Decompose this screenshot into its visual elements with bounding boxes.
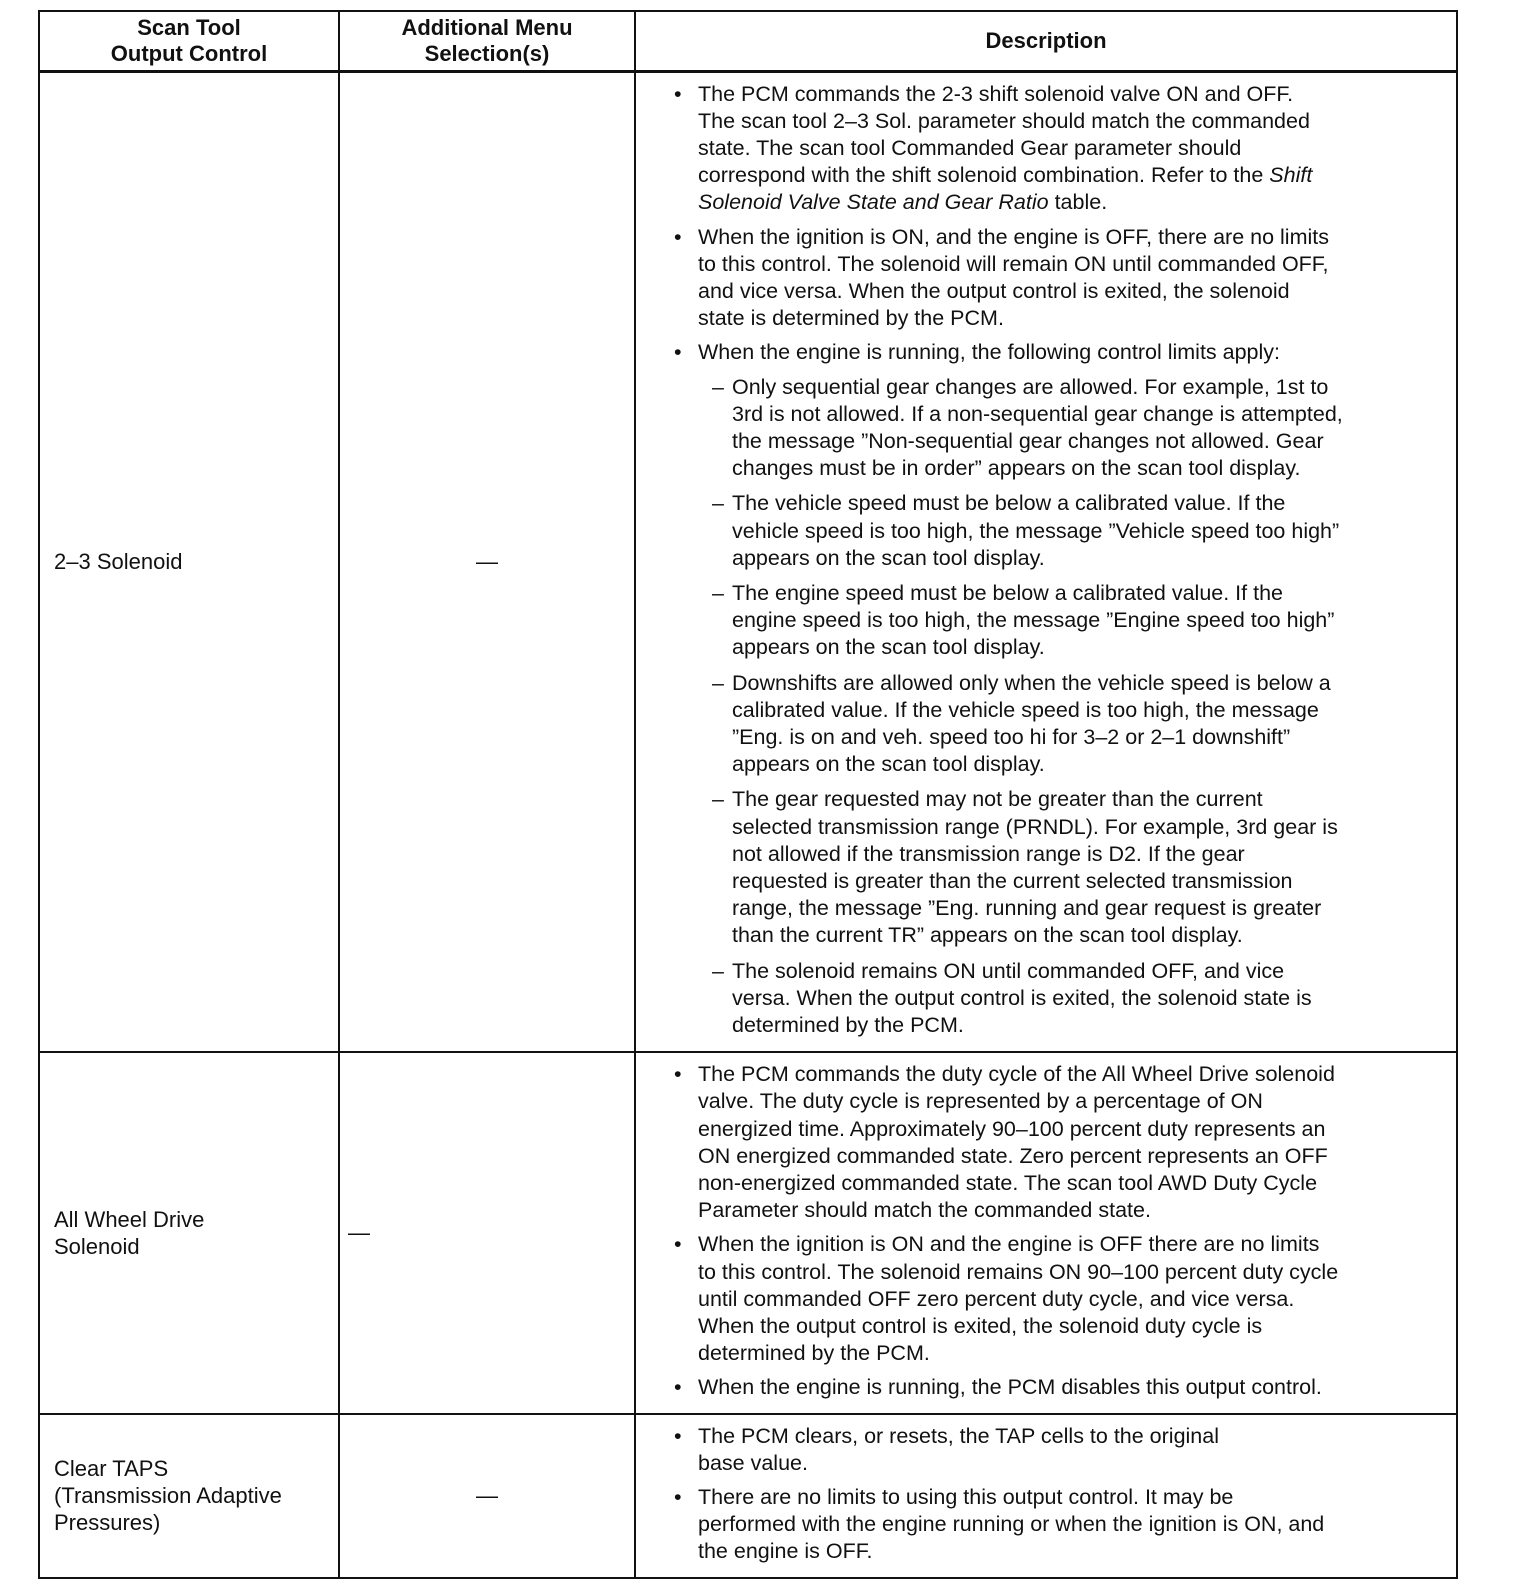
menu-selection-clear-taps: — — [339, 1414, 635, 1578]
menu-selection-2-3-solenoid: — — [339, 71, 635, 1052]
table-row-clear-taps — [39, 1414, 1457, 1578]
sub-item: – The gear requested may not be greater than the current selected transmission range (PRNDL). For example, 3rd gear is not allowed if the transmission range is D2. If the gear requested is greater than the current selected transmission range, the message ”Eng. running and gear request is greater than the current TR” appears on the scan tool display. — [732, 786, 1448, 949]
control-name-clear-taps: Clear TAPS (Transmission Adaptive Pressures) — [39, 1414, 339, 1578]
table-row-2-3-solenoid — [39, 71, 1457, 1052]
sub-item: – The vehicle speed must be below a calibrated value. If the vehicle speed is too high, the message ”Vehicle speed too high” appears on the scan tool display. — [732, 490, 1448, 572]
output-control-table — [38, 10, 1458, 1579]
bullet-item: • When the ignition is ON, and the engine is OFF, there are no limits to this control. The solenoid will remain ON until commanded OFF, and vice versa. When the output control is exited, the solenoid state is determined by the PCM. — [698, 224, 1448, 333]
header-scan-tool-output-control: Scan Tool Output Control — [39, 11, 339, 71]
description-clear-taps — [635, 1414, 1457, 1578]
control-name-all-wheel-drive-solenoid: All Wheel Drive Solenoid — [39, 1052, 339, 1413]
bullet-item: • The PCM commands the duty cycle of the All Wheel Drive solenoid valve. The duty cycle is represented by a percentage of ON energized time. Approximately 90–100 percent duty represents an ON energized commanded state. Zero percent represents an OFF non-energized commanded state. The scan tool AWD Duty Cycle Parameter should match the commanded state. — [698, 1061, 1448, 1224]
bullet-item: • When the engine is running, the PCM disables this output control. — [698, 1374, 1448, 1401]
sub-item: – Only sequential gear changes are allowed. For example, 1st to 3rd is not allowed. If a non-sequential gear change is attempted, the message ”Non-sequential gear changes not allowed. Gear changes must be in order” appears on the scan tool display. — [732, 374, 1448, 483]
bullet-item: • The PCM clears, or resets, the TAP cells to the original base value. — [698, 1423, 1448, 1477]
description-all-wheel-drive-solenoid — [635, 1052, 1457, 1413]
control-name-2-3-solenoid: 2–3 Solenoid — [39, 71, 339, 1052]
bullet-item: • When the ignition is ON and the engine is OFF there are no limits to this control. The solenoid remains ON 90–100 percent duty cycle until commanded OFF zero percent duty cycle, and vice versa. When the output control is exited, the solenoid duty cycle is determined by the PCM. — [698, 1231, 1448, 1367]
bullet-item: • There are no limits to using this output control. It may be performed with the engine running or when the ignition is ON, and the engine is OFF. — [698, 1484, 1448, 1566]
table-reference-italic: Solenoid Valve State and Gear Ratio — [698, 190, 1049, 215]
table-reference-italic: Shift — [1269, 163, 1313, 188]
sub-item: – The solenoid remains ON until commanded OFF, and vice versa. When the output control is exited, the solenoid state is determined by the PCM. — [732, 958, 1448, 1040]
bullet-item: • When the engine is running, the following control limits apply: – Only sequential gear changes are allowed. For example, 1st to 3rd is not allowed. If a non-sequential gear change is attempted, the message ”Non-sequential gear changes not allowed. Gear changes must be in order” appears on the scan tool display. – The vehicle speed must be below a calibrated value. If the vehicle speed is too high, the message ”Vehicle speed too high” appears on the scan tool display. – The engine speed must be below a calibrated value. If the engine speed is too high, the message ”Engine speed too high” appears on the scan tool display. – Downshifts are allowed only when the vehicle speed is below a calibrated value. If the vehicle speed is too high, the message ”Eng. is on and veh. speed too hi for 3–2 or 2–1 downshift” appears on the scan tool display. – The gear requested may not be greater than the current selected transmission range (PRNDL). For example, 3rd gear is not allowed if the transmission range is D2. If the gear requested is greater than the current selected transmission range, the message ”Eng. running and gear request is greater than the current TR” appears on the scan tool display. – The solenoid remains ON until commanded OFF, and vice versa. When the output control is exited, the solenoid state is determined by the PCM. — [698, 339, 1448, 1039]
header-additional-menu-selections: Additional Menu Selection(s) — [339, 11, 635, 71]
table-row-all-wheel-drive-solenoid — [39, 1052, 1457, 1413]
table-header-row — [39, 11, 1457, 71]
menu-selection-all-wheel-drive-solenoid: — — [339, 1052, 635, 1413]
sub-item: – The engine speed must be below a calibrated value. If the engine speed is too high, the message ”Engine speed too high” appears on the scan tool display. — [732, 580, 1448, 662]
description-2-3-solenoid — [635, 71, 1457, 1052]
bullet-item: • The PCM commands the 2-3 shift solenoid valve ON and OFF. The scan tool 2–3 Sol. parameter should match the commanded state. The scan tool Commanded Gear parameter should correspond with the shift solenoid combination. Refer to the Shift Solenoid Valve State and Gear Ratio table. — [698, 81, 1448, 217]
sub-item: – Downshifts are allowed only when the vehicle speed is below a calibrated value. If the vehicle speed is too high, the message ”Eng. is on and veh. speed too hi for 3–2 or 2–1 downshift” appears on the scan tool display. — [732, 670, 1448, 779]
header-description: Description — [635, 11, 1457, 71]
